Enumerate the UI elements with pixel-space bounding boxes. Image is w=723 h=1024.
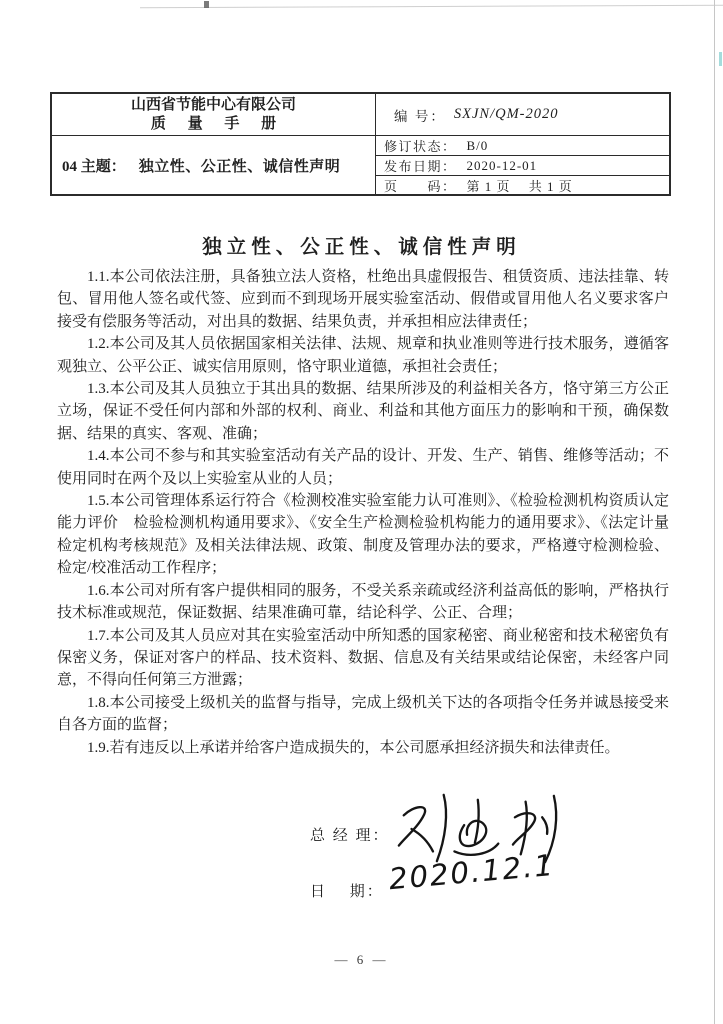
manual-title: 质 量 手 册 [150,116,286,132]
topic-label: 04 主题： [62,158,126,175]
declaration-paragraph-1-6: 1.6.本公司对所有客户提供相同的服务，不受关系亲疏或经济利益高低的影响，严格执行技术标准或规范，保证数据、结果准确可靠，结论科学、公正、合理； [57,582,669,622]
declaration-paragraph-1-3: 1.3.本公司及其人员独立于其出具的数据、结果所涉及的利益相关各方，恪守第三方公正立场，保证不受任何内部和外部的权利、商业、利益和其他方面压力的影响和干预，确保数据、结果的真实、客观、准确； [57,381,669,442]
scan-right-edge-artifact [714,0,715,1024]
topic-value: 独立性、公正性、诚信性声明 [138,158,341,175]
declaration-paragraph-1-1: 1.1.本公司依法注册，具备独立法人资格，杜绝出具虚假报告、租赁资质、违法挂靠、转包、冒用他人签名或代签、应到而不到现场开展实验室活动、假借或冒用他人名义要求客户接受有偿服务等活动，对出具的数据、结果负责，并承担相应法律责任； [57,269,669,330]
header-meta-stack [376,136,669,194]
declaration-body [57,266,669,759]
doc-number-value: SXJN/QM-2020 [453,106,559,122]
header-table-top-row [52,94,669,136]
declaration-paragraph-1-2: 1.2.本公司及其人员依据国家相关法律、法规、规章和执业准则等进行技术服务，遵循客观独立、公平公正、诚实信用原则，恪守职业道德，承担社会责任； [57,336,669,375]
revision-label: 修订状态： [384,139,457,154]
scan-cyan-tick-artifact [719,52,722,66]
revision-row [376,136,669,155]
date-strokes [386,854,571,908]
declaration-paragraph-1-9: 1.9.若有违反以上承诺并给客户造成损失的，本公司愿承担经济损失和法律责任。 [87,739,620,756]
doc-number-cell [376,94,669,135]
company-name: 山西省节能中心有限公司 [130,97,296,113]
declaration-paragraph-1-7: 1.7.本公司及其人员应对其在实验室活动中所知悉的国家秘密、商业秘密和技术秘密负有保密义务，保证对客户的样品、技术资料、数据、信息及有关结果或结论保密，未经客户同意，不得向任何第三方泄露； [57,627,669,689]
revision-value: B/0 [466,137,489,153]
date-label: 日 期： [310,884,384,900]
declaration-paragraph-1-8: 1.8.本公司接受上级机关的监督与指导，完成上级机关下达的各项指令任务并诚恳接受来自各方面的监督； [57,694,669,734]
general-manager-label: 总 经 理： [310,828,390,844]
header-table-bottom-row [52,136,669,194]
page-code-label: 页 码： [384,179,457,194]
footer-page-number: — 6 — [334,952,389,967]
page-code-row [376,175,669,195]
document-title: 独立性、公正性、诚信性声明 [202,237,521,258]
scan-top-edge-artifact [140,5,723,9]
date-handwriting [386,854,571,913]
page-code-value: 第 1 页 共 1 页 [466,179,573,194]
issue-date-label: 发布日期： [384,159,457,174]
doc-number-label: 编 号： [394,108,446,124]
scan-speck-artifact [204,1,209,8]
issue-date-value: 2020-12-01 [466,157,538,173]
company-cell [52,94,376,135]
header-table [50,92,671,196]
issue-date-row [376,155,669,175]
declaration-paragraph-1-4: 1.4.本公司不参与和其实验室活动有关产品的设计、开发、生产、销售、维修等活动；不使用同时在两个及以上实验室从业的人员； [57,448,669,487]
date-text: 2020.12.1 [387,854,557,897]
topic-cell [52,136,376,194]
declaration-paragraph-1-5: 1.5.本公司管理体系运行符合《检测校准实验室能力认可准则》、《检验检测机构资质认定能力评价 检验检测机构通用要求》、《安全生产检测检验机构能力的通用要求》、《法定计量检定机构考核规范》及相关法律法规、政策、制度及管理办法的要求，严格遵守检测检验、检定/校准活动工作程序； [57,493,669,577]
